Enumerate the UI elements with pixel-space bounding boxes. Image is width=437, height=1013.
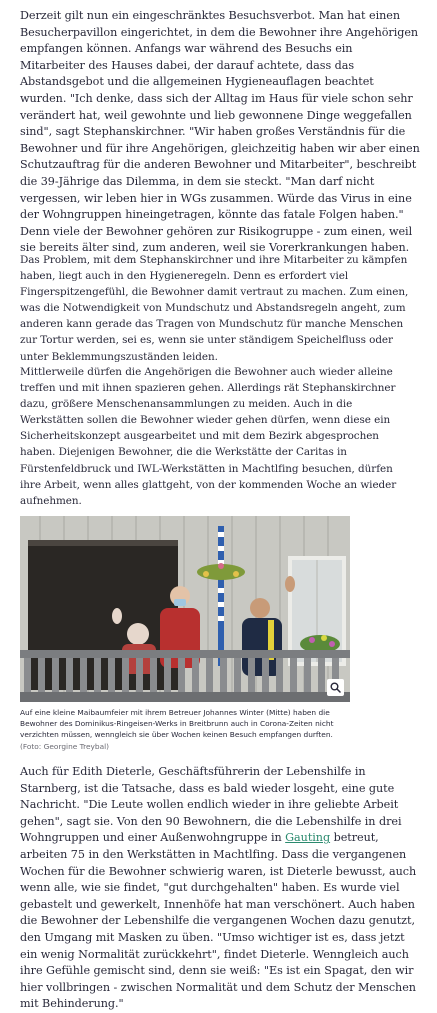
article-paragraph xyxy=(20,764,420,1013)
paragraph-text: Auch für Edith Dieterle, Geschäftsführerin der Lebenshilfe in Starnberg, ist die Tatsache, dass es bald wieder losgeht, eine gute Nachricht. "Die Leute wollen endlich wieder in ihre geliebte Arbeit gehen", sagt sie. Von den 90 Bewohnern, die die Lebenshilfe in drei Wohngruppen und einer Außenwohngruppe in xyxy=(20,765,402,845)
photo-illustration xyxy=(20,516,350,702)
caption-text: Auf eine kleine Maibaumfeier mit ihrem Betreuer Johannes Winter (Mitte) haben die Bewohner des Dominikus-Ringeisen-Werks in Breitbrunn auch in Corona-Zeiten nicht verzichten müssen, wenngleich sie über Wochen keinen Besuch empfangen durften. xyxy=(20,708,334,740)
article-paragraph: Derzeit gilt nun ein eingeschränktes Besuchsverbot. Man hat einen Besucherpavillon eingerichtet, in dem die Bewohner ihre Angehörigen empfangen können. Anfangs war während des Besuchs ein Mitarbeiter des Hauses dabei, der darauf achtete, dass das Abstandsgebot und die allgemeinen Hygieneauflagen beachtet wurden. "Ich denke, dass sich der Alltag im Haus für viele schon sehr verändert hat, weil gewohnte und lieb gewonnene Dinge weggefallen sind", sagt Stephanskirchner. "Wir haben großes Verständnis für die Bewohner und für ihre Angehörigen, gleichzeitig haben wir aber einen Schutzauftrag für die anderen Bewohner und Mitarbeiter", beschreibt die 39-Jährige das Dilemma, in dem sie steckt. "Man darf nicht vergessen, wir leben hier in WGs zusammen. Würde das Virus in eine der Wohngruppen hineingetragen, könnte das fatale Folgen haben." Denn viele der Bewohner gehören zur Risikogruppe - zum einen, weil sie bereits älter sind, zum anderen, weil sie Vorerkrankungen haben. xyxy=(20,9,420,255)
maibaum-photo[interactable] xyxy=(20,516,350,702)
gauting-link[interactable]: Gauting xyxy=(285,831,331,845)
magnifier-icon xyxy=(330,682,341,693)
figure-caption xyxy=(20,707,353,752)
article-figure xyxy=(20,516,350,752)
caption-credit: (Foto: Georgine Treybal) xyxy=(20,741,110,751)
zoom-button[interactable] xyxy=(327,679,344,696)
paragraph-text: betreut, arbeiten 75 in den Werkstätten in Machtlfing. Dass die vergangenen Wochen für die Bewohner schwierig waren, ist Dieterle bewusst, auch wenn alle, wie sie findet, "gut durchgehalten" haben. Es wurde viel gebastelt und gewerkelt, Innenhöfe hat man verschönert. Auch haben die Bewohner der Lebenshilfe die vergangenen Wochen dazu genutzt, den Umgang mit Masken zu üben. "Umso wichtiger ist es, dass jetzt ein wenig Normalität zurückkehrt", findet Dieterle. Wenngleich auch ihre Gefühle gemischt sind, denn sie weiß: "Es ist ein Spagat, den wir hier vollbringen - zwischen Normalität und dem Schutz der Menschen mit Behinderung." xyxy=(20,831,417,1011)
article-paragraph: Das Problem, mit dem Stephanskirchner und ihre Mitarbeiter zu kämpfen haben, liegt auch in den Hygieneregeln. Denn es erfordert viel Fingerspitzengefühl, die Bewohner damit vertraut zu machen. Zum einen, was die Notwendigkeit von Mundschutz und Abstandsregeln angeht, zum anderen kann gerade das Tragen von Mundschutz für manche Menschen zur Tortur werden, sei es, wenn sie unter ständigem Speichelfluss oder unter Beklemmungszuständen leiden. xyxy=(20,254,409,363)
article-paragraph: Mittlerweile dürfen die Angehörigen die Bewohner auch wieder alleine treffen und mit ihnen spazieren gehen. Allerdings rät Stephanskirchner dazu, größere Menschenansammlungen zu meiden. Auch in die Werkstätten sollen die Bewohner wieder gehen dürfen, wenn diese ein Sicherheitskonzept ausgearbeitet und mit dem Bezirk abgesprochen haben. Diejenigen Bewohner, die die Werkstätte der Caritas in Fürstenfeldbruck und IWL-Werkstätten in Machtlfing besuchen, dürfen ihre Arbeit, wenn alles glattgeht, von der kommenden Woche an wieder aufnehmen. xyxy=(20,366,397,507)
